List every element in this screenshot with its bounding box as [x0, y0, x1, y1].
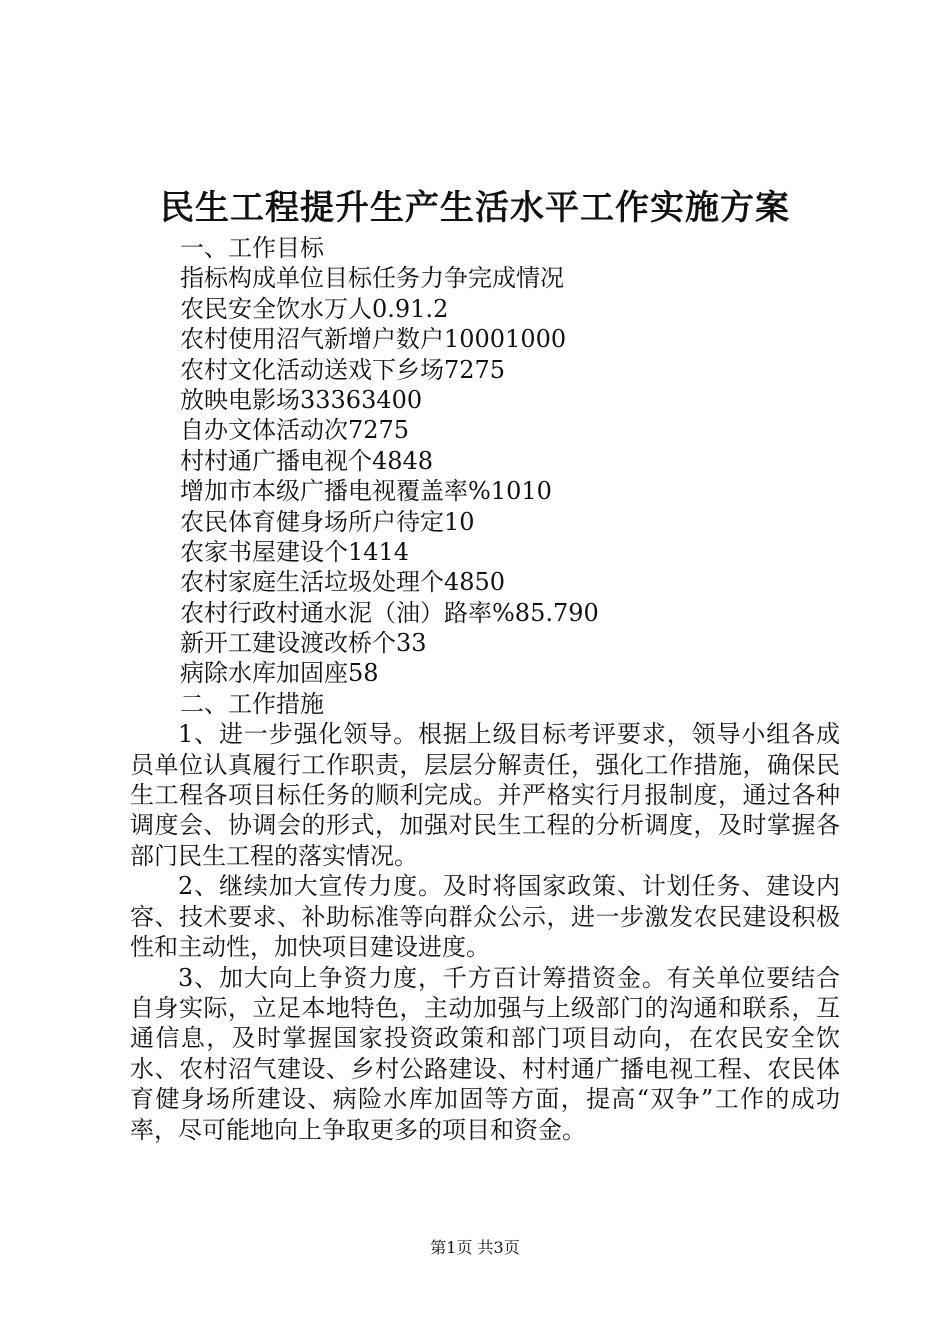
section-heading-measures: 二、工作措施	[180, 689, 324, 718]
goal-table-lines	[130, 263, 840, 688]
table-line: 增加市本级广播电视覆盖率%1010	[180, 477, 552, 506]
table-line: 农民体育健身场所户待定10	[180, 507, 475, 536]
measure-paragraph-2: 2、继续加大宣传力度。及时将国家政策、计划任务、建设内容、技术要求、补助标准等向群众公示，进一步激发农民建设积极性和主动性，加快项目建设进度。	[130, 872, 840, 962]
table-line: 农村文化活动送戏下乡场7275	[180, 355, 506, 384]
table-line: 自办文体活动次7275	[180, 416, 410, 445]
measure-paragraph-3: 3、加大向上争资力度，千方百计筹措资金。有关单位要结合自身实际，立足本地特色，主动加强与上级部门的沟通和联系，互通信息，及时掌握国家投资政策和部门项目动向，在农民安全饮水、农村沼气建设、乡村公路建设、村村通广播电视工程、农民体育健身场所建设、病险水库加固等方面，提高“双争”工作的成功率，尽可能地向上争取更多的项目和资金。	[130, 963, 840, 1144]
table-line: 农村家庭生活垃圾处理个4850	[180, 568, 506, 597]
table-line: 病除水库加固座58	[180, 659, 379, 688]
page-footer: 第1页 共3页	[430, 1238, 520, 1257]
table-line: 农村使用沼气新增户数户10001000	[180, 325, 567, 354]
document-title: 民生工程提升生产生活水平工作实施方案	[160, 188, 790, 228]
section-heading-goals: 一、工作目标	[180, 234, 324, 262]
measure-paragraph-1: 1、进一步强化领导。根据上级目标考评要求，领导小组各成员单位认真履行工作职责，层层分解责任，强化工作措施，确保民生工程各项目标任务的顺利完成。并严格实行月报制度，通过各种调度会、协调会的形式，加强对民生工程的分析调度，及时掌握各部门民生工程的落实情况。	[130, 720, 840, 870]
table-line: 放映电影场33363400	[180, 385, 423, 414]
table-line: 新开工建设渡改桥个33	[180, 629, 427, 658]
table-line: 农家书屋建设个1414	[180, 537, 410, 566]
table-line: 农村行政村通水泥（油）路率%85.790	[180, 598, 599, 627]
table-line: 农民安全饮水万人0.91.2	[180, 294, 449, 323]
document-body	[130, 233, 840, 1145]
table-line: 村村通广播电视个4848	[180, 446, 434, 475]
table-line: 指标构成单位目标任务力争完成情况	[180, 264, 564, 293]
